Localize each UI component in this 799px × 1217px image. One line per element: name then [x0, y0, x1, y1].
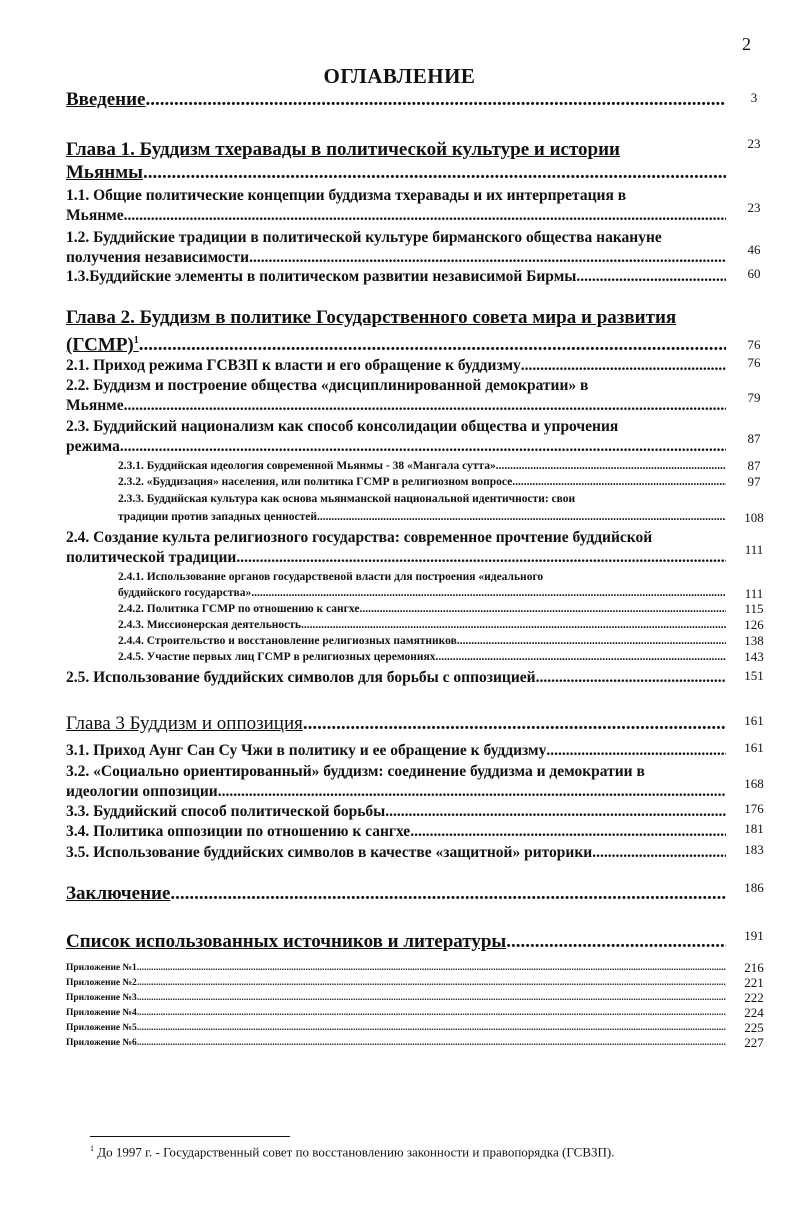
toc-entry-2-4-1[interactable]: [118, 569, 726, 601]
leader-dots: [496, 458, 726, 474]
entry-text: Глава 1. Буддизм тхеравады в политической культуре и истории: [66, 139, 620, 160]
entry-text-cont: Мьянмы: [66, 162, 143, 183]
toc-entry-chapter-1[interactable]: [66, 140, 726, 183]
toc-entry-3-2[interactable]: [66, 762, 726, 802]
toc-entry-2-4[interactable]: [66, 528, 726, 568]
page-ref: 46: [747, 242, 761, 257]
leader-dots: [120, 437, 726, 457]
leader-dots: [139, 335, 726, 355]
page-ref: 222: [744, 990, 764, 1005]
page-ref: 176: [744, 801, 764, 816]
footnote-separator: [90, 1136, 290, 1137]
toc-entry-intro[interactable]: [66, 90, 726, 110]
leader-dots: [137, 1007, 726, 1020]
entry-text: 2.4.1. Использование органов государственой власти для построения «идеального: [118, 571, 544, 583]
entry-text-cont: буддийского государства»: [118, 587, 252, 599]
page-ref: 186: [744, 880, 764, 895]
page-ref: 161: [744, 713, 764, 728]
entry-text: Приложение №5: [66, 1023, 137, 1033]
leader-dots: [251, 585, 726, 601]
page-ref: 126: [744, 617, 764, 632]
toc-entry-appendix-6[interactable]: [66, 1037, 726, 1050]
page-ref: 76: [747, 355, 761, 370]
page-ref: 79: [747, 390, 761, 405]
leader-dots: [576, 267, 726, 287]
page-ref: 168: [744, 776, 764, 791]
leader-dots: [385, 802, 726, 822]
leader-dots: [592, 843, 726, 863]
leader-dots: [506, 932, 726, 952]
footnote: [90, 1144, 615, 1160]
toc-entry-1-3[interactable]: [66, 267, 726, 287]
page-ref: 224: [744, 1005, 764, 1020]
toc-entry-3-5[interactable]: [66, 843, 726, 863]
entry-text: 2.3. Буддийский национализм как способ консолидации общества и упрочения: [66, 418, 619, 435]
entry-text-cont: Мьянме: [66, 207, 124, 224]
entry-text-cont: (ГСМР): [66, 334, 134, 356]
page-ref: 111: [744, 542, 764, 557]
page-ref: 87: [747, 458, 761, 473]
page-ref: 23: [747, 200, 761, 215]
page-ref: 3: [750, 90, 758, 105]
entry-text: Приложение №2: [66, 978, 137, 988]
leader-dots: [317, 509, 726, 525]
toc-entry-appendix-5[interactable]: [66, 1022, 726, 1035]
toc-entry-sources[interactable]: [66, 932, 726, 952]
entry-text-cont: идеологии оппозиции: [66, 783, 218, 800]
toc-entry-2-4-3[interactable]: [118, 617, 726, 633]
toc-entry-2-3[interactable]: [66, 417, 726, 457]
leader-dots: [143, 163, 726, 183]
leader-dots: [301, 617, 726, 633]
toc-entry-appendix-2[interactable]: [66, 977, 726, 990]
entry-text-cont: Мьянме: [66, 397, 124, 414]
toc-entry-2-3-2[interactable]: [118, 474, 726, 490]
entry-text: 3.2. «Социально ориентированный» буддизм: соединение буддизма и демократии в: [66, 763, 645, 780]
page-ref: 76: [747, 337, 761, 352]
toc-entry-appendix-1[interactable]: [66, 962, 726, 975]
entry-text-cont: получения независимости: [66, 249, 250, 266]
footnote-marker: 1: [90, 1144, 94, 1153]
leader-dots: [359, 601, 726, 617]
toc-entry-2-5[interactable]: [66, 668, 726, 688]
leader-dots: [249, 248, 726, 268]
toc-entry-1-2[interactable]: [66, 228, 726, 268]
entry-text: 2.3.1. Буддийская идеология современной Мьянмы - 38 «Мангала сутта»: [118, 460, 496, 472]
leader-dots: [536, 668, 726, 688]
leader-dots: [137, 992, 726, 1005]
entry-text-cont: политической традиции: [66, 549, 237, 566]
entry-text: 3.1. Приход Аунг Сан Су Чжи в политику и ее обращение к буддизму: [66, 742, 547, 759]
leader-dots: [218, 782, 726, 802]
leader-dots: [137, 1022, 726, 1035]
toc-entry-2-4-4[interactable]: [118, 633, 726, 649]
entry-text: 1.3.Буддийские элементы в политическом развитии независимой Бирмы: [66, 268, 577, 285]
leader-dots: [137, 977, 726, 990]
entry-text: Список использованных источников и литературы: [66, 931, 507, 952]
entry-text: 1.2. Буддийские традиции в политической культуре бирманского общества накануне: [66, 229, 662, 246]
leader-dots: [546, 741, 726, 761]
leader-dots: [512, 474, 726, 490]
toc-entry-1-1[interactable]: [66, 186, 726, 226]
entry-text: Введение: [66, 89, 146, 110]
toc-entry-2-1[interactable]: [66, 356, 726, 376]
leader-dots: [521, 356, 726, 376]
entry-text: 2.3.3. Буддийская культура как основа мьянманской национальной идентичности: свои: [118, 493, 576, 505]
toc-entry-3-3[interactable]: [66, 802, 726, 822]
leader-dots: [124, 206, 726, 226]
leader-dots: [303, 714, 726, 734]
leader-dots: [410, 822, 726, 842]
page-ref: 216: [744, 960, 764, 975]
entry-text: Глава 2. Буддизм в политике Государственного совета мира и развития: [66, 307, 677, 328]
toc-entry-conclusion[interactable]: [66, 884, 726, 904]
page-ref: 191: [744, 928, 764, 943]
page-ref: 138: [744, 633, 764, 648]
leader-dots: [124, 396, 726, 416]
page-ref: 143: [744, 649, 764, 664]
page-ref: 108: [744, 510, 764, 525]
entry-text: 2.5. Использование буддийских символов для борьбы с оппозицией: [66, 669, 536, 686]
entry-text: 1.1. Общие политические концепции буддизма тхеравады и их интерпретация в: [66, 187, 627, 204]
entry-text: 2.2. Буддизм и построение общества «дисциплинированной демократии» в: [66, 377, 589, 394]
entry-text: 2.4.3. Миссионерская деятельность: [118, 619, 301, 631]
page-ref: 227: [744, 1035, 764, 1050]
page-ref: 111: [744, 586, 764, 601]
toc-entry-2-2[interactable]: [66, 376, 726, 416]
toc-entry-chapter-3[interactable]: [66, 714, 726, 734]
entry-text: 2.4. Создание культа религиозного государства: современное прочтение буддийской: [66, 529, 653, 546]
entry-text: Глава 3 Буддизм и оппозиция: [66, 713, 303, 734]
page-ref: 115: [744, 601, 764, 616]
toc-entry-chapter-2[interactable]: [66, 308, 726, 355]
toc-entry-appendix-3[interactable]: [66, 992, 726, 1005]
page-ref: 87: [747, 431, 761, 446]
leader-dots: [137, 962, 726, 975]
page-ref: 97: [747, 474, 761, 489]
page-ref: 181: [744, 821, 764, 836]
toc-entry-appendix-4[interactable]: [66, 1007, 726, 1020]
page-ref: 221: [744, 975, 764, 990]
entry-text: 3.5. Использование буддийских символов в качестве «защитной» риторики: [66, 844, 593, 861]
toc-entry-3-4[interactable]: [66, 822, 726, 842]
leader-dots: [457, 633, 726, 649]
entry-text: 3.3. Буддийский способ политической борьбы: [66, 803, 386, 820]
page-ref: 225: [744, 1020, 764, 1035]
toc-entry-3-1[interactable]: [66, 741, 726, 761]
entry-text: 3.4. Политика оппозиции по отношению к сангхе: [66, 823, 411, 840]
page-number: 2: [742, 34, 751, 54]
entry-text-cont: режима: [66, 438, 120, 455]
toc-entry-2-4-5[interactable]: [118, 649, 726, 665]
leader-dots: [137, 1037, 726, 1050]
entry-text: 2.1. Приход режима ГСВЗП к власти и его обращение к буддизму: [66, 357, 521, 374]
entry-text: Приложение №4: [66, 1008, 137, 1018]
entry-text: Заключение: [66, 883, 171, 904]
entry-text-cont: традиции против западных ценностей: [118, 511, 317, 523]
entry-text: Приложение №3: [66, 993, 137, 1003]
page-ref: 23: [747, 136, 761, 151]
entry-text: 2.4.4. Строительство и восстановление религиозных памятников: [118, 635, 457, 647]
toc-entry-2-3-3[interactable]: [118, 491, 726, 525]
leader-dots: [146, 90, 727, 110]
leader-dots: [236, 548, 726, 568]
toc-entry-2-3-1[interactable]: [118, 458, 726, 474]
footnote-ref[interactable]: 1: [133, 335, 139, 346]
page-ref: 161: [744, 740, 764, 755]
footnote-text: До 1997 г. - Государственный совет по восстановлению законности и правопорядка (ГСВЗП).: [94, 1144, 615, 1160]
leader-dots: [170, 884, 726, 904]
entry-text: 2.3.2. «Буддизация» населения, или политика ГСМР в религиозном вопросе: [118, 476, 513, 488]
page-ref: 60: [747, 266, 761, 281]
page-ref: 151: [744, 668, 764, 683]
page-ref: 183: [744, 842, 764, 857]
entry-text: 2.4.5. Участие первых лиц ГСМР в религиозных церемониях: [118, 651, 436, 663]
entry-text: Приложение №1: [66, 963, 137, 973]
leader-dots: [436, 649, 726, 665]
entry-text: Приложение №6: [66, 1038, 137, 1048]
entry-text: 2.4.2. Политика ГСМР по отношению к сангхе: [118, 603, 360, 615]
toc-entry-2-4-2[interactable]: [118, 601, 726, 617]
toc-title: ОГЛАВЛЕНИЕ: [323, 64, 476, 88]
